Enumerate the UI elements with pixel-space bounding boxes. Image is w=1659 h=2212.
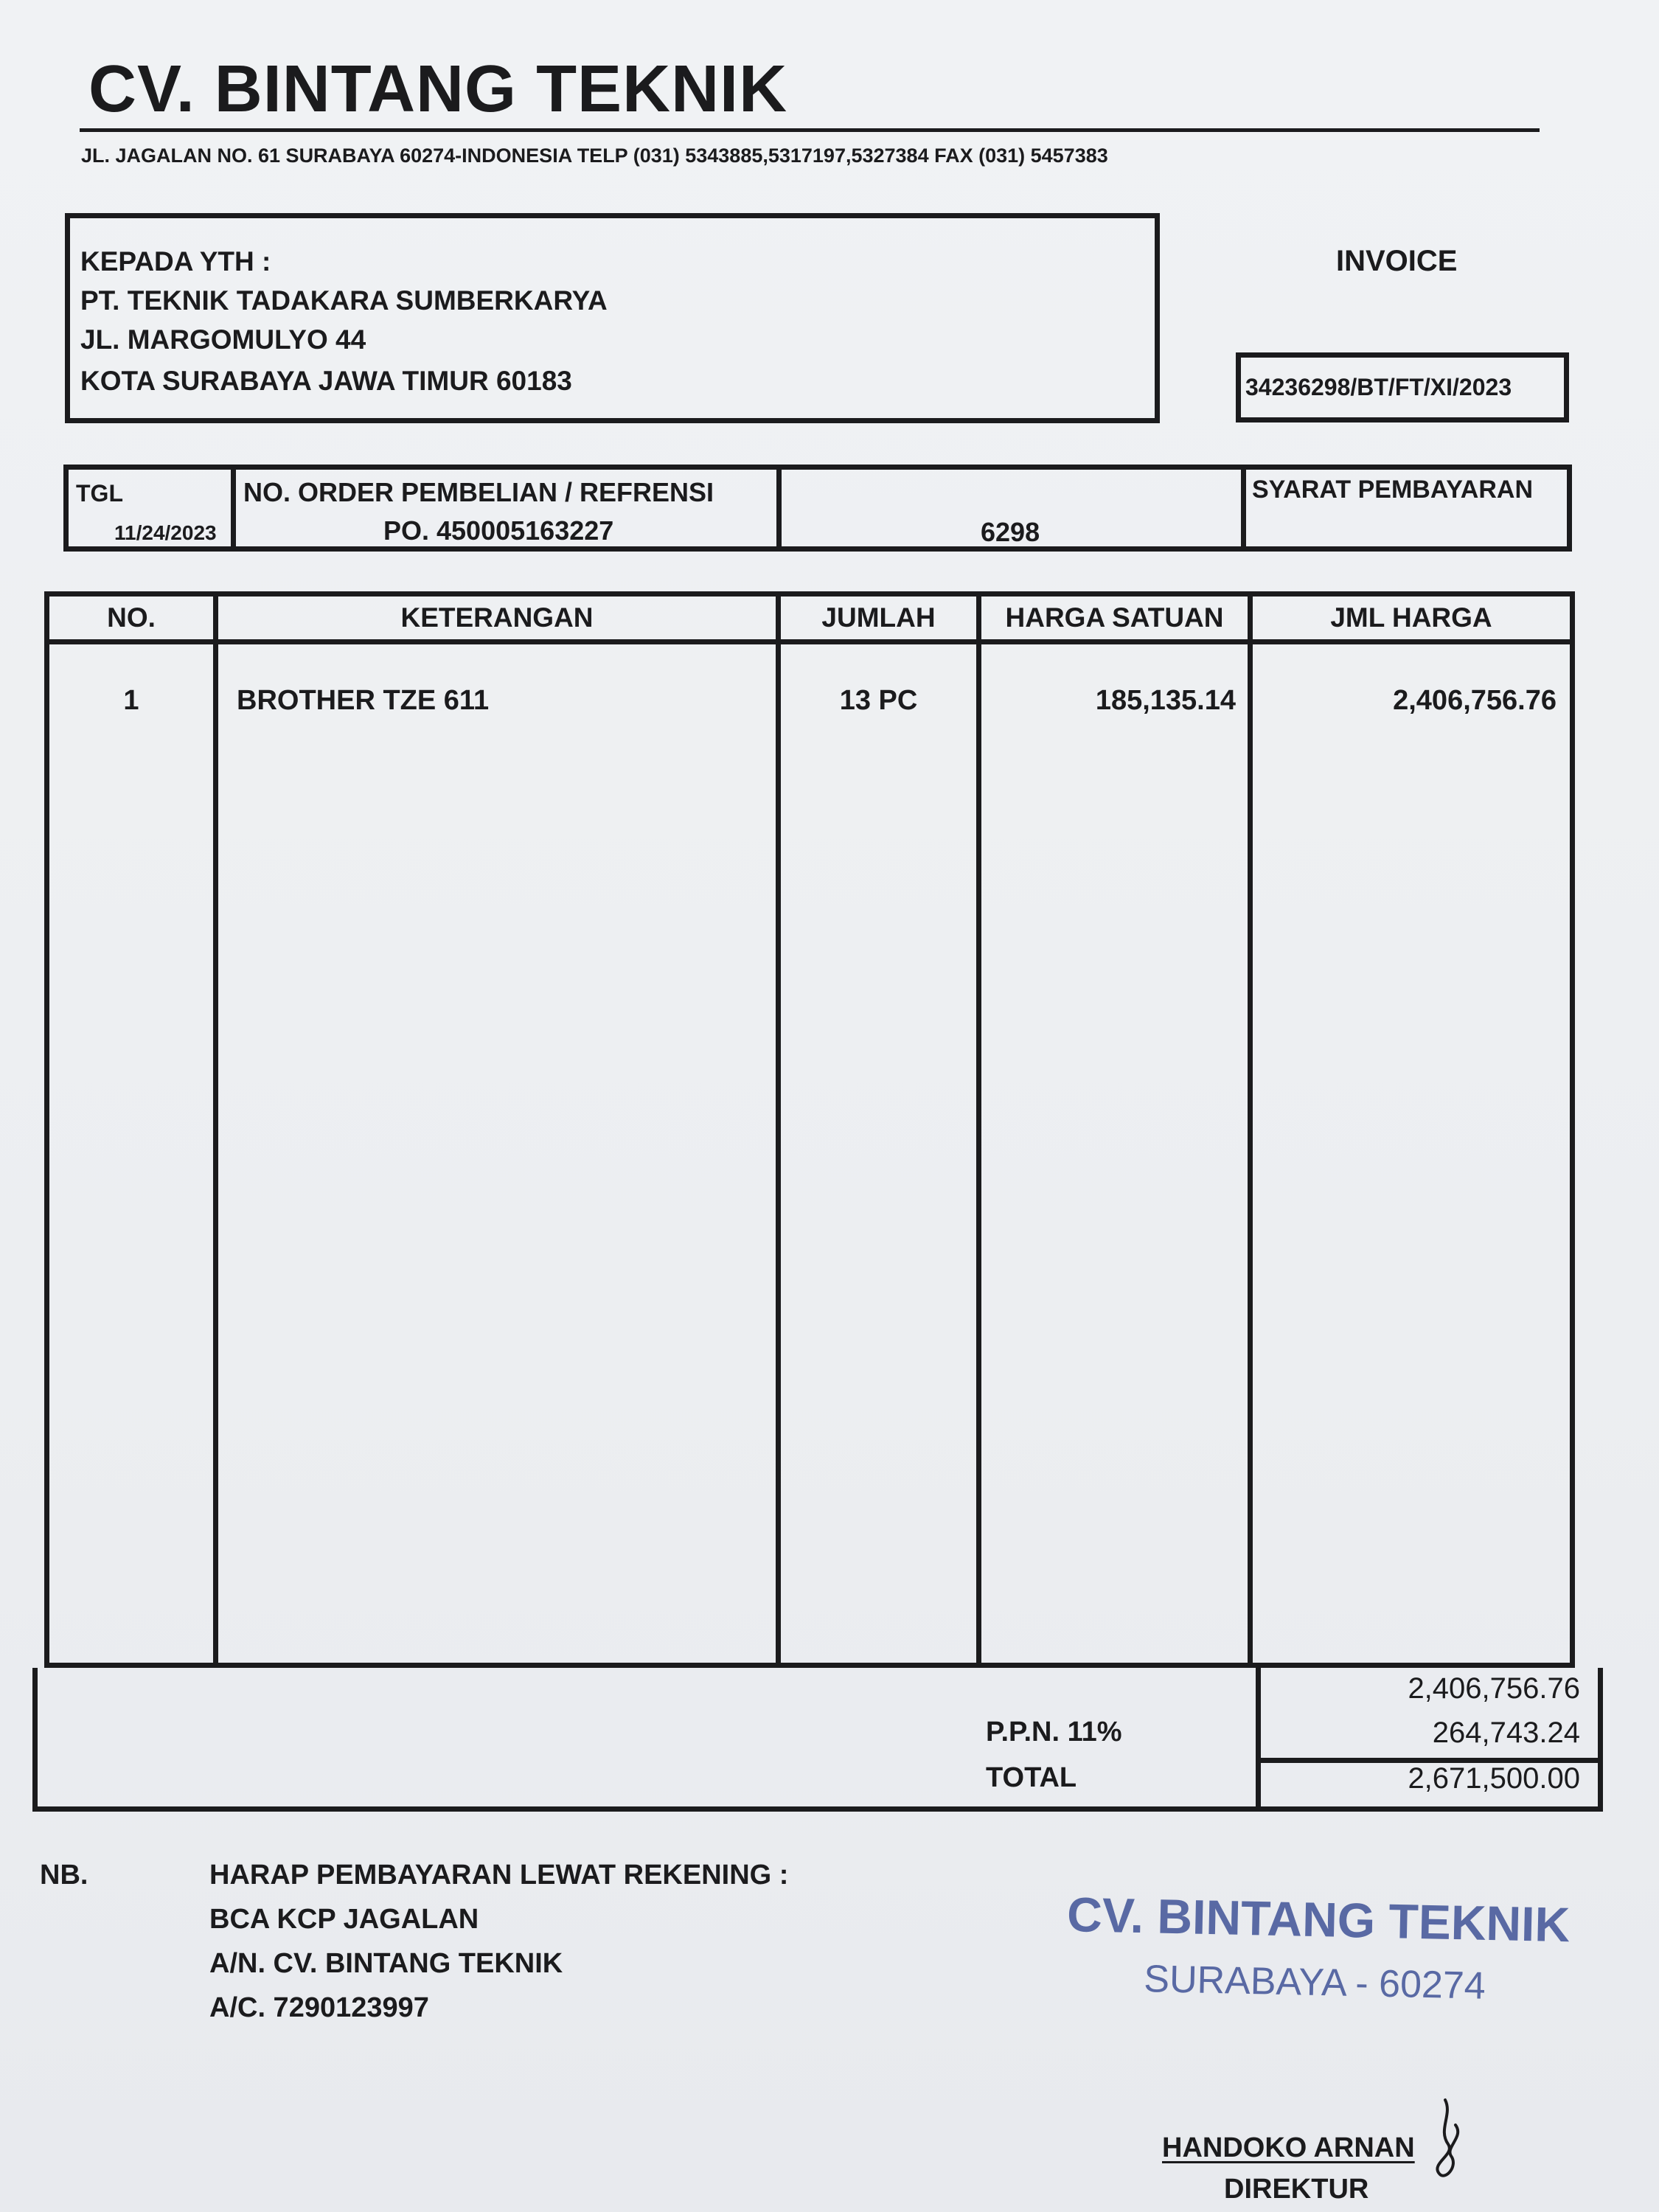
payment-terms-cell [1241,470,1567,546]
column-divider [1248,597,1253,1663]
row-quantity: 13 PC [839,685,918,716]
signer-title: DIREKTUR [1224,2174,1369,2205]
notes-label: NB. [40,1860,88,1891]
column-header-description: KETERANGAN [400,602,594,633]
account-holder: A/N. CV. BINTANG TEKNIK [209,1948,563,1979]
company-address: JL. JAGALAN NO. 61 SURABAYA 60274-INDONESIA TELP (031) 5343885,5317197,5327384 FAX (031) 5457383 [81,145,1108,167]
company-stamp-name: CV. BINTANG TEKNIK [1066,1886,1571,1952]
column-divider [976,597,981,1663]
column-header-no: NO. [107,602,156,633]
invoice-number-box [1236,352,1569,422]
column-header-amount: JML HARGA [1330,602,1492,633]
header-divider [80,128,1540,132]
items-table [44,591,1575,1668]
date-label: TGL [76,480,123,507]
company-name: CV. BINTANG TEKNIK [88,52,788,126]
invoice-title: INVOICE [1336,245,1458,277]
column-header-unit-price: HARGA SATUAN [1005,602,1224,633]
recipient-street: JL. MARGOMULYO 44 [80,324,366,355]
account-number: A/C. 7290123997 [209,1992,429,2023]
column-divider [776,597,781,1663]
recipient-box [65,213,1160,423]
column-divider [213,597,218,1663]
column-header-quantity: JUMLAH [821,602,936,633]
totals-divider [1256,1668,1261,1806]
tax-value: 264,743.24 [1432,1717,1580,1749]
table-header-divider [49,639,1570,644]
recipient-label: KEPADA YTH : [80,246,271,276]
bank-name: BCA KCP JAGALAN [209,1904,479,1935]
company-stamp-city: SURABAYA - 60274 [1143,1957,1486,2008]
invoice-number: 34236298/BT/FT/XI/2023 [1245,374,1512,400]
total-value: 2,671,500.00 [1408,1762,1580,1795]
order-info-row [63,465,1572,552]
subtotal-value: 2,406,756.76 [1408,1672,1580,1705]
order-value: PO. 450005163227 [383,515,614,546]
order-label: NO. ORDER PEMBELIAN / REFRENSI [243,477,714,507]
total-label: TOTAL [986,1762,1077,1793]
notes-line: HARAP PEMBAYARAN LEWAT REKENING : [209,1860,789,1891]
row-unit-price: 185,135.14 [1095,685,1236,716]
recipient-name: PT. TEKNIK TADAKARA SUMBERKARYA [80,285,608,316]
recipient-city: KOTA SURABAYA JAWA TIMUR 60183 [80,366,572,396]
date-value: 11/24/2023 [114,521,217,544]
tax-label: P.P.N. 11% [986,1717,1122,1747]
row-amount: 2,406,756.76 [1393,685,1557,716]
row-number: 1 [123,685,139,716]
signer-name: HANDOKO ARNAN [1162,2132,1415,2163]
signature-mark [1423,2093,1482,2188]
reference-value: 6298 [981,517,1040,547]
totals-box [32,1668,1603,1812]
row-description: BROTHER TZE 611 [237,685,490,716]
payment-terms-label: SYARAT PEMBAYARAN [1252,476,1534,504]
